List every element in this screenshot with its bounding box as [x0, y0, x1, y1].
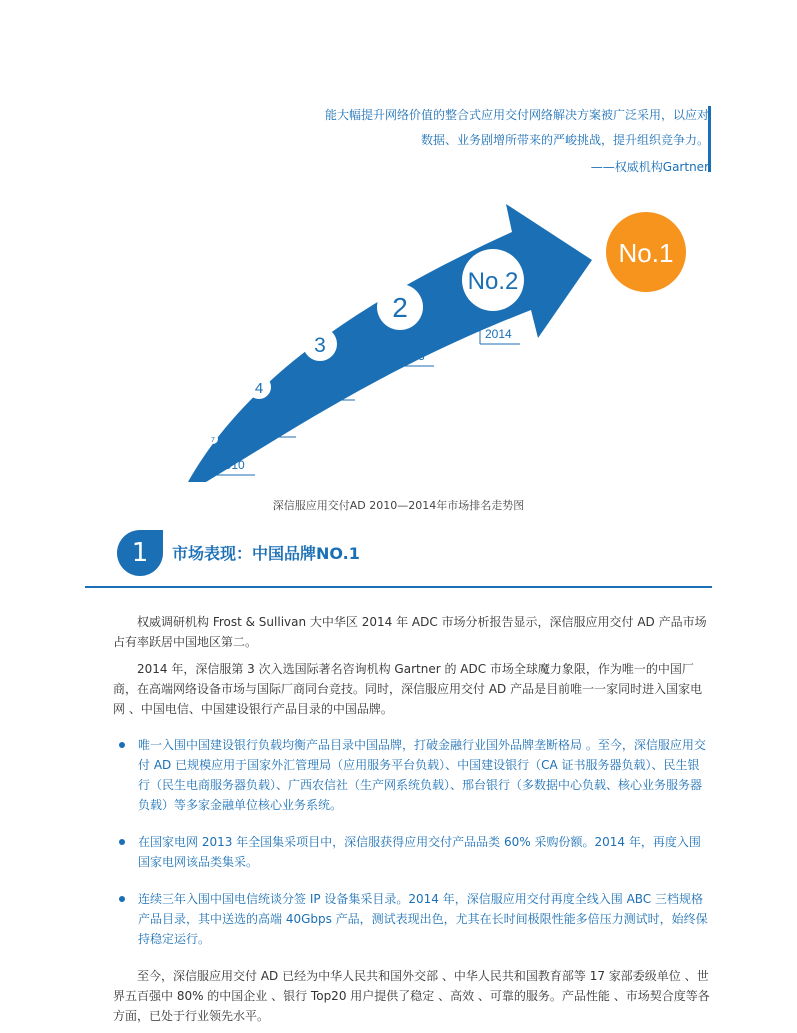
section-number-badge [117, 530, 163, 576]
year-2011-label: 2011 [260, 420, 286, 434]
list-item-text: 连续三年入围中国电信统谈分签 IP 设备集采目录。2014 年，深信服应用交付再度全线入围 ABC 三档规格产品目录，其中送选的高端 40Gbps 产品，测试表现出色，尤其在长时间极限性能多倍压力测试时，始终保持稳定运行。 [138, 892, 708, 946]
bullet-dot-icon [119, 839, 125, 845]
list-item [113, 735, 711, 815]
quote-source: ——权威机构Gartner [590, 160, 709, 174]
rank-2010 [208, 434, 218, 444]
goal-no1 [606, 212, 686, 292]
quote-line-1: 能大幅提升网络价值的整合式应用交付网络解决方案被广泛采用，以应对 [324, 108, 709, 122]
year-2014-label: 2014 [485, 327, 512, 341]
section-divider [85, 586, 712, 588]
paragraph: 权威调研机构 Frost & Sullivan 大中华区 2014 年 ADC 市场分析报告显示，深信服应用交付 AD 产品市场占有率跃居中国地区第二。 [113, 615, 707, 649]
section-title: 市场表现：中国品牌NO.1 [172, 544, 360, 563]
rank-2013-label: 2 [392, 292, 408, 323]
year-2012-label: 2012 [319, 383, 346, 397]
gartner-quote [289, 103, 709, 180]
closing-paragraph: 至今，深信服应用交付 AD 已经为中华人民共和国外交部 、中华人民共和国教育部等 17 家部委级单位 、世界五百强中 80% 的中国企业 、银行 Top20 用户提供了稳定 、高效 、可靠的服务。产品性能 、市场契合度等各方面，已处于行业领先水平。 [113, 969, 710, 1023]
list-item-text: 在国家电网 2013 年全国集采项目中，深信服获得应用交付产品品类 60% 采购份额。2014 年，再度入围国家电网该品类集采。 [138, 835, 701, 869]
rank-2014-label: No.2 [467, 268, 519, 295]
rank-2011-label: 4 [254, 380, 264, 397]
list-item [113, 889, 711, 949]
quote-line-2: 数据、业务剧增所带来的严峻挑战，提升组织竞争力。 [420, 133, 709, 147]
rank-2012 [303, 327, 337, 361]
list-item-text: 唯一入围中国建设银行负载均衡产品目录中国品牌，打破金融行业国外品牌垄断格局 。至今，深信服应用交付 AD 已规模应用于国家外汇管理局（应用服务平台负载）、中国建设银行（CA 证书服务器负载）、民生银行（民生电商服务器负载）、广西农信社（生产网系统负载）、邢台银行（多数据中心负载、核心业务服务器负载）等多家金融单位核心业务系统。 [138, 738, 706, 812]
goal-label: No.1 [618, 238, 674, 268]
bullet-dot-icon [119, 742, 125, 748]
section-body [113, 612, 711, 1033]
bullet-dot-icon [119, 896, 125, 902]
rank-2012-label: 3 [314, 334, 326, 357]
paragraph: 2014 年，深信服第 3 次入选国际著名咨询机构 Gartner 的 ADC 市场全球魔力象限，作为唯一的中国厂商，在高端网络设备市场与国际厂商同台竞技。同时，深信服应用交付 AD 产品是目前唯一一家同时进入国家电网 、中国电信、中国建设银行产品目录的中国品牌。 [113, 662, 703, 716]
ranking-trend-figure [0, 190, 797, 490]
rank-2013 [377, 284, 423, 330]
section-number: 1 [131, 538, 149, 568]
trend-arrow [188, 204, 592, 482]
rank-2011 [247, 375, 271, 399]
highlights-list [113, 735, 711, 949]
list-item [113, 832, 711, 872]
year-2010-label: 2010 [218, 458, 245, 472]
figure-caption: 深信服应用交付AD 2010—2014年市场排名走势图 [272, 499, 525, 512]
rank-2010-label: 7 [211, 437, 215, 444]
year-2013-label: 2013 [398, 349, 425, 363]
rank-2014 [462, 249, 524, 311]
ranking-trend-graphic [0, 190, 797, 490]
